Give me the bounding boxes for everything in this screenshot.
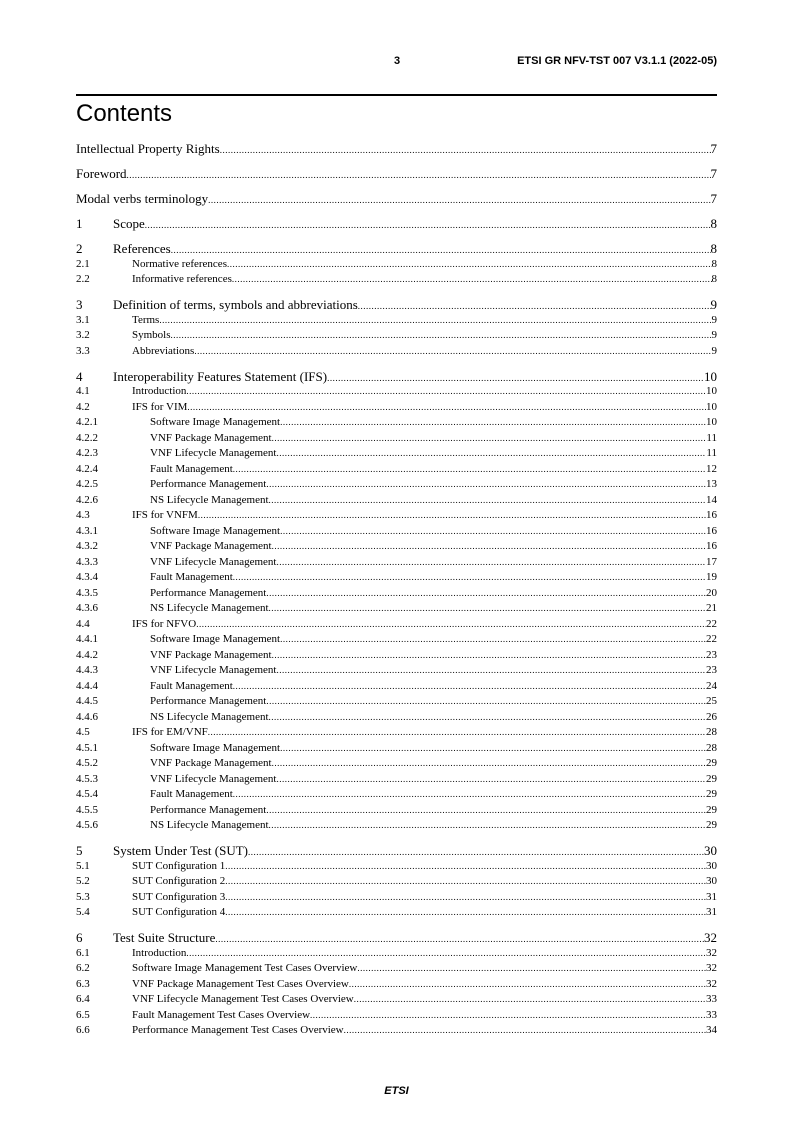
toc-entry-number: 6.5 [76, 1008, 90, 1021]
toc-entry-title: Terms [132, 313, 160, 326]
toc-dot-leader [266, 803, 706, 819]
toc-dot-leader [220, 143, 711, 159]
toc-entry-number: 4.1 [76, 385, 90, 397]
toc-entry[interactable] [76, 663, 717, 679]
toc-dot-leader [196, 617, 706, 633]
toc-entry[interactable] [76, 710, 717, 726]
toc-entry-number: 3.1 [76, 313, 90, 326]
toc-entry-page: 8 [710, 241, 717, 256]
toc-entry-number: 4.3.6 [76, 602, 98, 614]
toc-entry-page: 32 [706, 977, 717, 990]
toc-entry-title: SUT Configuration 3 [132, 890, 226, 903]
toc-entry[interactable] [76, 586, 717, 602]
toc-entry[interactable] [76, 555, 717, 571]
toc-entry-number: 4.5.3 [76, 772, 98, 785]
toc-entry-page: 28 [706, 726, 717, 738]
toc-entry-title: Performance Management [150, 803, 267, 816]
toc-dot-leader [349, 977, 706, 993]
toc-dot-leader [269, 818, 706, 834]
toc-entry-title: VNF Package Management [150, 431, 272, 444]
toc-entry[interactable] [76, 787, 717, 803]
toc-entry[interactable] [76, 679, 717, 695]
toc-entry[interactable] [76, 772, 717, 788]
toc-entry-page: 21 [706, 602, 717, 614]
toc-entry-page: 22 [706, 617, 717, 630]
toc-entry-page: 29 [706, 819, 717, 831]
toc-entry-number: 4.4.4 [76, 679, 98, 692]
toc-entry-number: 4.2.5 [76, 478, 98, 490]
toc-entry[interactable] [76, 493, 717, 509]
toc-entry[interactable] [76, 632, 717, 648]
toc-entry-number: 1 [76, 216, 83, 231]
toc-entry[interactable] [76, 431, 717, 447]
toc-entry-number: 4.4.3 [76, 664, 98, 676]
toc-entry-title: Fault Management [150, 788, 233, 800]
toc-entry[interactable] [76, 741, 717, 757]
toc-entry[interactable] [76, 313, 717, 329]
toc-entry-title: SUT Configuration 1 [132, 859, 226, 872]
toc-entry-title: Software Image Management [150, 741, 281, 754]
toc-entry[interactable] [76, 216, 717, 232]
toc-entry[interactable] [76, 570, 717, 586]
toc-dot-leader [232, 272, 712, 288]
toc-entry-title: IFS for VNFM [132, 509, 198, 521]
toc-entry-page: 10 [706, 400, 717, 413]
toc-entry-page: 8 [710, 216, 717, 231]
toc-entry-number: 5 [76, 843, 83, 858]
toc-entry-page: 8 [711, 257, 717, 270]
toc-entry-number: 6.3 [76, 977, 90, 990]
toc-entry[interactable] [76, 508, 717, 524]
toc-entry-title: VNF Lifecycle Management [150, 772, 277, 785]
toc-entry-title: Definition of terms, symbols and abbreviations [113, 297, 358, 312]
toc-entry[interactable] [76, 191, 717, 207]
toc-entry[interactable] [76, 446, 717, 462]
toc-entry-number: 4.5.4 [76, 788, 98, 800]
toc-entry-number: 4.5.6 [76, 819, 98, 831]
toc-dot-leader [266, 586, 706, 602]
page-title: Contents [76, 100, 173, 127]
toc-entry-page: 31 [706, 890, 717, 903]
toc-entry-page: 11 [706, 431, 717, 444]
toc-dot-leader [225, 890, 706, 906]
toc-dot-leader [272, 431, 707, 447]
toc-dot-leader [280, 415, 706, 431]
toc-entry-number: 5.2 [76, 875, 90, 887]
toc-entry-title: Intellectual Property Rights [76, 141, 220, 156]
toc-dot-leader [198, 508, 706, 524]
toc-entry[interactable] [76, 601, 717, 617]
toc-entry[interactable] [76, 890, 717, 906]
toc-entry-number: 2.1 [76, 257, 90, 270]
toc-entry[interactable] [76, 818, 717, 834]
toc-entry-title: IFS for EM/VNF [132, 726, 208, 738]
toc-entry-page: 16 [706, 540, 717, 552]
toc-entry-page: 7 [710, 166, 717, 181]
toc-dot-leader [269, 601, 706, 617]
toc-entry[interactable] [76, 803, 717, 819]
toc-entry[interactable] [76, 257, 717, 273]
toc-entry[interactable] [76, 756, 717, 772]
toc-entry[interactable] [76, 297, 717, 313]
toc-entry-page: 7 [710, 141, 717, 156]
toc-entry-number: 4.4.6 [76, 710, 98, 723]
toc-entry-number: 6.1 [76, 946, 90, 959]
toc-entry-title: Performance Management [150, 695, 267, 707]
toc-entry-number: 4.2.4 [76, 462, 98, 475]
toc-dot-leader [194, 344, 711, 360]
toc-entry-page: 23 [706, 648, 717, 661]
toc-entry-page: 20 [706, 586, 717, 599]
toc-entry-number: 6.2 [76, 962, 90, 974]
toc-entry-title: VNF Lifecycle Management [150, 664, 277, 676]
toc-dot-leader [227, 257, 712, 273]
toc-entry-number: 4.4.1 [76, 633, 98, 645]
toc-entry-page: 9 [711, 344, 717, 357]
toc-entry[interactable] [76, 694, 717, 710]
toc-entry-page: 34 [706, 1024, 717, 1036]
toc-dot-leader [145, 218, 711, 234]
toc-entry-title: Fault Management [150, 462, 233, 475]
toc-entry-page: 26 [706, 710, 717, 723]
toc-entry[interactable] [76, 859, 717, 875]
toc-entry-title: VNF Lifecycle Management [150, 447, 277, 459]
toc-dot-leader [354, 992, 706, 1008]
toc-entry-title: Performance Management [150, 586, 267, 599]
toc-entry-title: Test Suite Structure [113, 930, 216, 945]
toc-entry-page: 32 [706, 962, 717, 974]
toc-entry-page: 30 [706, 859, 717, 872]
toc-entry[interactable] [76, 241, 717, 257]
toc-entry-title: VNF Package Management [150, 757, 272, 769]
toc-entry-page: 30 [704, 843, 717, 858]
toc-entry-page: 28 [706, 741, 717, 754]
toc-entry[interactable] [76, 524, 717, 540]
toc-entry[interactable] [76, 272, 717, 288]
toc-entry[interactable] [76, 369, 717, 385]
toc-entry-title: References [113, 241, 171, 256]
toc-entry[interactable] [76, 617, 717, 633]
toc-dot-leader [266, 477, 706, 493]
toc-entry-page: 29 [706, 772, 717, 785]
toc-entry-page: 9 [711, 329, 717, 341]
toc-dot-leader [269, 710, 706, 726]
toc-entry-page: 9 [710, 297, 717, 312]
toc-entry[interactable] [76, 843, 717, 859]
toc-entry-page: 9 [711, 313, 717, 326]
toc-entry-title: SUT Configuration 2 [132, 875, 226, 887]
toc-entry-title: Informative references [132, 273, 232, 285]
toc-entry[interactable] [76, 977, 717, 993]
toc-entry[interactable] [76, 648, 717, 664]
toc-entry-title: Fault Management [150, 679, 233, 692]
toc-dot-leader [276, 663, 706, 679]
header-rule [76, 94, 717, 96]
toc-entry-title: Performance Management [150, 478, 267, 490]
toc-entry-title: Abbreviations [132, 344, 195, 357]
toc-entry-title: Fault Management Test Cases Overview [132, 1008, 311, 1021]
toc-dot-leader [208, 193, 710, 209]
toc-entry-page: 10 [706, 416, 717, 428]
toc-entry-page: 16 [706, 524, 717, 537]
toc-entry-title: Symbols [132, 329, 171, 341]
toc-entry-page: 10 [704, 368, 717, 384]
toc-entry-title: SUT Configuration 4 [132, 906, 226, 918]
toc-entry-page: 32 [704, 930, 717, 945]
toc-entry-title: System Under Test (SUT) [113, 843, 248, 858]
toc-entry-title: NS Lifecycle Management [150, 819, 269, 831]
toc-entry-number: 4.4.2 [76, 648, 98, 661]
toc-dot-leader [233, 787, 706, 803]
toc-entry-page: 33 [706, 993, 717, 1005]
toc-entry-number: 4.3 [76, 509, 90, 521]
toc-dot-leader [187, 400, 706, 416]
table-of-contents [76, 141, 717, 1039]
toc-entry-number: 4.3.1 [76, 524, 98, 537]
toc-entry-title: Normative references [132, 257, 227, 270]
toc-entry-number: 3.2 [76, 329, 90, 341]
toc-dot-leader [225, 859, 706, 875]
toc-entry-number: 4.2.2 [76, 431, 98, 444]
toc-dot-leader [225, 874, 706, 890]
toc-entry-number: 4.2.6 [76, 493, 98, 506]
toc-entry-title: NS Lifecycle Management [150, 602, 269, 614]
toc-entry[interactable] [76, 141, 717, 157]
toc-entry[interactable] [76, 992, 717, 1008]
toc-dot-leader [171, 328, 712, 344]
toc-dot-leader [280, 632, 706, 648]
toc-entry-number: 5.3 [76, 890, 90, 903]
toc-entry[interactable] [76, 539, 717, 555]
toc-dot-leader [225, 905, 706, 921]
toc-entry-number: 4.5.2 [76, 757, 98, 769]
toc-entry-number: 3.3 [76, 344, 90, 357]
toc-entry-page: 29 [706, 788, 717, 800]
toc-dot-leader [186, 384, 706, 400]
toc-entry-number: 4.2.1 [76, 416, 98, 428]
toc-entry-title: Scope [113, 216, 145, 231]
toc-entry-number: 4.5.5 [76, 803, 98, 816]
toc-entry[interactable] [76, 725, 717, 741]
toc-entry-number: 6.4 [76, 993, 90, 1005]
toc-entry-number: 6 [76, 930, 83, 945]
toc-entry[interactable] [76, 961, 717, 977]
toc-dot-leader [233, 462, 706, 478]
toc-entry-title: Software Image Management [150, 633, 281, 645]
toc-entry[interactable] [76, 344, 717, 360]
toc-entry[interactable] [76, 415, 717, 431]
toc-entry-page: 22 [706, 633, 717, 645]
toc-entry-page: 25 [706, 695, 717, 707]
toc-entry[interactable] [76, 328, 717, 344]
toc-entry-page: 30 [706, 875, 717, 887]
toc-entry-title: IFS for NFVO [132, 617, 197, 630]
toc-dot-leader [233, 570, 706, 586]
toc-dot-leader [280, 524, 706, 540]
toc-entry-title: IFS for VIM [132, 400, 188, 413]
toc-entry[interactable] [76, 477, 717, 493]
toc-entry-number: 6.6 [76, 1024, 90, 1036]
toc-dot-leader [344, 1023, 706, 1039]
toc-entry-page: 31 [706, 906, 717, 918]
toc-entry-number: 5.1 [76, 859, 90, 872]
toc-dot-leader [269, 493, 706, 509]
toc-entry-title: VNF Package Management Test Cases Overview [132, 977, 349, 990]
toc-entry[interactable] [76, 166, 717, 182]
toc-dot-leader [186, 946, 706, 962]
toc-entry-title: Software Image Management [150, 416, 281, 428]
toc-entry-title: VNF Package Management [150, 648, 272, 661]
toc-entry[interactable] [76, 1008, 717, 1024]
footer-etsi: ETSI [384, 1085, 409, 1097]
toc-entry-number: 4 [76, 368, 83, 384]
toc-entry[interactable] [76, 946, 717, 962]
toc-entry-number: 4.5.1 [76, 741, 98, 754]
toc-entry-page: 33 [706, 1008, 717, 1021]
toc-entry-number: 4.3.2 [76, 540, 98, 552]
toc-entry-title: Interoperability Features Statement (IFS) [113, 368, 328, 384]
toc-entry-page: 23 [706, 664, 717, 676]
toc-entry[interactable] [76, 874, 717, 890]
document-id: ETSI GR NFV-TST 007 V3.1.1 (2022-05) [517, 55, 717, 67]
toc-dot-leader [276, 555, 706, 571]
toc-entry-page: 29 [706, 803, 717, 816]
toc-entry-number: 2 [76, 241, 83, 256]
toc-entry-page: 7 [710, 191, 717, 206]
toc-entry-number: 4.3.3 [76, 555, 98, 568]
toc-dot-leader [280, 741, 706, 757]
toc-entry[interactable] [76, 462, 717, 478]
toc-entry-number: 4.3.4 [76, 571, 98, 583]
toc-entry-number: 2.2 [76, 273, 90, 285]
toc-entry[interactable] [76, 1023, 717, 1039]
toc-entry-page: 17 [706, 555, 717, 568]
toc-entry-title: Introduction [132, 946, 187, 959]
toc-entry-number: 4.2 [76, 400, 90, 413]
toc-dot-leader [266, 694, 706, 710]
toc-dot-leader [233, 679, 706, 695]
toc-entry-title: Fault Management [150, 571, 233, 583]
toc-entry-page: 10 [706, 385, 717, 397]
toc-dot-leader [208, 725, 706, 741]
toc-entry-number: 4.4 [76, 617, 90, 630]
toc-entry-number: 4.4.5 [76, 695, 98, 707]
toc-entry-page: 8 [711, 273, 717, 285]
toc-entry[interactable] [76, 400, 717, 416]
toc-entry-title: VNF Lifecycle Management [150, 555, 277, 568]
toc-entry-title: Software Image Management [150, 524, 281, 537]
toc-entry-title: NS Lifecycle Management [150, 493, 269, 506]
toc-dot-leader [159, 313, 711, 329]
toc-entry-page: 12 [706, 462, 717, 475]
page-number: 3 [394, 55, 401, 67]
toc-dot-leader [272, 539, 706, 555]
toc-entry-title: Software Image Management Test Cases Overview [132, 962, 358, 974]
toc-entry-number: 4.5 [76, 726, 90, 738]
toc-entry-number: 4.3.5 [76, 586, 98, 599]
toc-entry-title: Foreword [76, 166, 127, 181]
toc-dot-leader [276, 446, 706, 462]
toc-entry-number: 5.4 [76, 906, 90, 918]
toc-entry-page: 14 [706, 493, 717, 506]
toc-entry-title: VNF Lifecycle Management Test Cases Overview [132, 993, 354, 1005]
toc-entry-page: 32 [706, 946, 717, 959]
toc-entry-title: Introduction [132, 385, 187, 397]
toc-entry-title: NS Lifecycle Management [150, 710, 269, 723]
toc-entry-page: 11 [706, 447, 717, 459]
toc-entry[interactable] [76, 384, 717, 400]
toc-dot-leader [272, 756, 706, 772]
toc-entry-title: Performance Management Test Cases Overview [132, 1024, 344, 1036]
toc-entry-title: VNF Package Management [150, 540, 272, 552]
toc-entry-page: 19 [706, 571, 717, 583]
toc-dot-leader [276, 772, 706, 788]
toc-dot-leader [310, 1008, 706, 1024]
toc-entry-number: 3 [76, 297, 83, 312]
toc-entry-page: 24 [706, 679, 717, 692]
toc-dot-leader [357, 961, 706, 977]
toc-entry-page: 16 [706, 509, 717, 521]
toc-dot-leader [272, 648, 706, 664]
toc-entry[interactable] [76, 905, 717, 921]
toc-dot-leader [127, 168, 711, 184]
toc-entry-page: 13 [706, 478, 717, 490]
toc-entry-title: Modal verbs terminology [76, 191, 209, 206]
toc-entry[interactable] [76, 930, 717, 946]
toc-entry-number: 4.2.3 [76, 447, 98, 459]
toc-entry-page: 29 [706, 757, 717, 769]
